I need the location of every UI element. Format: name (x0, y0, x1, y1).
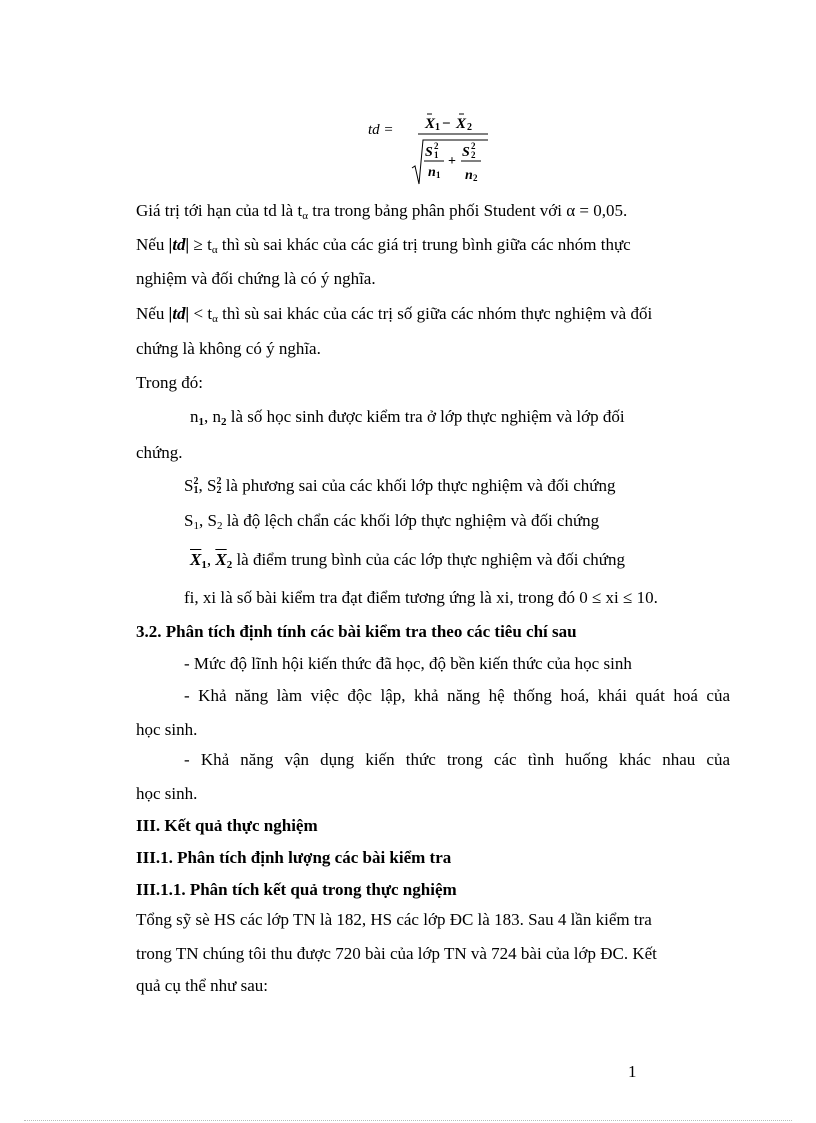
mean-definition-line: $\overline{X}_1$, $\overline{X}_2$ là điểm trung bình của các lớp thực nghiệm và đối chứng (190, 550, 625, 571)
criterion-2-cont: học sinh. (136, 720, 198, 739)
page-number: 1 (628, 1062, 637, 1081)
heading-iii-1-1: III.1.1. Phân tích kết quả trong thực nghiệm (136, 880, 457, 899)
formula-s1-sub: 1 (434, 150, 439, 160)
results-paragraph-line-3: quả cụ thể như sau: (136, 976, 268, 995)
criterion-2: - Khả năng làm việc độc lập, khả năng hệ thống hoá, khái quát hoá của (184, 686, 730, 705)
variance-definition-line: S2 1, S2 2 là phương sai của các khối lớp thực nghiệm và đối chứng (184, 476, 616, 496)
where-label: Trong đó: (136, 373, 203, 392)
heading-iii: III. Kết quả thực nghiệm (136, 816, 318, 835)
formula-minus: − (442, 116, 451, 132)
results-paragraph-line-2: trong TN chúng tôi thu được 720 bài của lớp TN và 724 bài của lớp ĐC. Kết (136, 944, 657, 963)
formula-n1: n (428, 165, 436, 180)
formula-s2: S (462, 145, 470, 160)
criterion-1: - Mức độ lĩnh hội kiến thức đã học, độ bền kiến thức của học sinh (184, 654, 632, 673)
formula-x1-sub: 1 (435, 122, 440, 133)
significant-condition-line: Nếu $|td| \ge t_\alpha$ thì sù sai khác của các giá trị trung bình giữa các nhóm thực (136, 235, 631, 256)
page-bottom-border (24, 1120, 792, 1121)
formula-n2-sub: 2 (473, 173, 478, 183)
significant-condition-cont: nghiệm và đối chứng là có ý nghĩa. (136, 269, 376, 288)
t-test-formula (368, 108, 508, 188)
formula-x1: X (425, 116, 436, 132)
heading-3-2: 3.2. Phân tích định tính các bài kiểm tra theo các tiêu chí sau (136, 622, 577, 641)
formula-n2: n (465, 168, 473, 183)
formula-s1: S (425, 145, 433, 160)
n-definition-line: $n_1$, $n_2$ là số học sinh được kiểm tra ở lớp thực nghiệm và lớp đối (190, 407, 625, 428)
formula-s1-sup: 2 (434, 141, 439, 151)
formula-x2-sub: 2 (467, 122, 472, 133)
results-paragraph-line-1: Tổng sỹ sè HS các lớp TN là 182, HS các lớp ĐC là 183. Sau 4 lần kiểm tra (136, 910, 652, 929)
nonsignificant-condition-line: Nếu $|td| < t_\alpha$ thì sù sai khác của các trị số giữa các nhóm thực nghiệm và đối (136, 304, 653, 325)
stddev-definition-line: $S_1$, $S_2$ là độ lệch chẩn các khối lớp thực nghiệm và đối chứng (184, 511, 600, 532)
formula-s2-sub: 2 (471, 150, 476, 160)
criterion-3-cont: học sinh. (136, 784, 198, 803)
formula-x2: X (456, 116, 467, 132)
formula-s2-sup: 2 (471, 141, 476, 151)
formula-plus: + (448, 154, 456, 169)
nonsignificant-condition-cont: chứng là không có ý nghĩa. (136, 339, 321, 358)
formula-lhs: td = (368, 122, 394, 138)
criterion-3: - Khả năng vận dụng kiến thức trong các tình huống khác nhau của (184, 750, 730, 769)
heading-iii-1: III.1. Phân tích định lượng các bài kiểm tra (136, 848, 452, 867)
critical-value-line: Giá trị tới hạn của td là $t_\alpha$ tra trong bảng phân phối Student với α = 0,05. (136, 201, 628, 222)
formula-n1-sub: 1 (436, 170, 441, 180)
fi-xi-definition-line: fi, xi là số bài kiểm tra đạt điểm tương ứng là xi, trong đó 0 ≤ xi ≤ 10. (184, 588, 658, 607)
n-definition-cont: chứng. (136, 443, 183, 462)
